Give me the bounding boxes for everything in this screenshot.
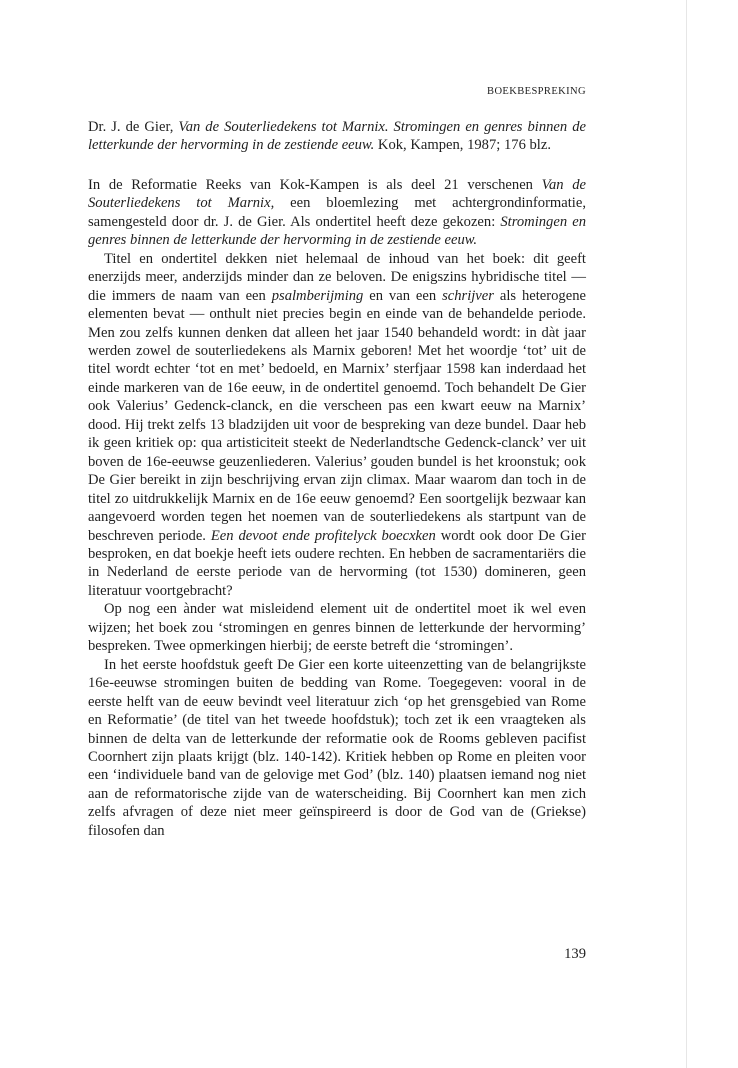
paragraph-1-text-b: een bloemlezing met achtergrondinformatie, samengesteld door dr. J. de Gier. Als ondertitel heeft deze gekozen: — [88, 195, 586, 230]
paragraph-1-text-a: In de Reformatie Reeks van Kok-Kampen is als deel 21 verschenen — [88, 176, 542, 193]
paragraph-1-title-italic: Van de Souterliedekens tot Marnix, — [88, 176, 586, 212]
running-head: BOEKBESPREKING — [487, 86, 586, 97]
paragraph-3: Op nog een ànder wat misleidend element uit de ondertitel moet ik wel even wijzen; het boek zou ‘stromingen en genres binnen de letterkunde der hervorming’ bespreken. Twee opmerkingen hierbij; de eerste betreft die ‘stromingen’. — [88, 601, 586, 655]
body-text — [88, 176, 586, 840]
paragraph-1 — [88, 176, 586, 250]
citation-author: Dr. J. de Gier, — [88, 119, 179, 135]
paragraph-1-subtitle-italic: Stromingen en genres binnen de letterkunde der hervorming in de zestiende eeuw. — [88, 213, 587, 249]
paragraph-2-text-a: Titel en ondertitel dekken niet helemaal de inhoud van het boek: dit geeft enerzijds meer, anderzijds minder dan ze beloven. De enigszins hybridische titel — die immers de naam van een — [88, 250, 586, 304]
citation-title: Van de Souterliedekens tot Marnix. Stromingen en genres binnen de letterkunde der hervorming in de zestiende eeuw. — [88, 119, 586, 154]
paragraph-4: In het eerste hoofdstuk geeft De Gier een korte uiteenzetting van de belangrijkste 16e-eeuwse stromingen buiten de bedding van Rome. Toegegeven: vooral in de eerste helft van de eeuw bevindt veel literatuur zich ‘op het grensgebied van Rome en Reformatie’ (de titel van het tweede hoofdstuk); toch zet ik een vraagteken als binnen de delta van de letterkunde der reformatie ook de Rooms gebleven pacifist Coornhert zijn plaats krijgt (blz. 140-142). Kritiek hebben op Rome en pleiten voor een ‘individuele band van de gelovige met God’ (blz. 140) plaatsen iemand nog niet aan de reformatorische zijde van de waterscheiding. Bij Coornhert kan men zich zelfs afvragen of deze niet meer geïnspireerd is door de God van de (Griekse) filosofen dan — [88, 656, 586, 839]
review-text — [88, 118, 586, 840]
paragraph-2-italic-a: psalmberijming — [271, 287, 364, 304]
page-number: 139 — [564, 946, 586, 962]
citation-publisher: Kok, Kampen, 1987; 176 blz. — [374, 137, 551, 154]
page-edge — [686, 0, 687, 1068]
paragraph-2-text-b: en van een — [363, 287, 443, 304]
paragraph-2-italic-c: Een devoot ende profitelyck boecxken — [210, 527, 436, 544]
paragraph-2-text-d: wordt ook door De Gier besproken, en dat boekje heeft iets oudere rechten. En hebben de sacramentariërs die in Nederland de eerste periode van de hervorming (tot 1530) domineren, geen literatuur voortgebracht? — [88, 527, 586, 599]
paragraph-2-italic-b: schrijver — [442, 287, 494, 304]
paragraph-2 — [88, 250, 586, 601]
book-citation — [88, 118, 586, 155]
paragraph-2-text-c: als heterogene elementen bevat — onthult niet precies begin en einde van de behandelde periode. Men zou zelfs kunnen denken dat alleen het jaar 1540 behandeld wordt: in dàt jaar werden zowel de souterliedekens als Marnix geboren! Met het woordje ‘tot’ uit de titel wordt echter ‘tot en met’ bedoeld, en Marnix’ sterfjaar 1598 kan inderdaad het einde markeren van de 16e eeuw, in de ondertitel genoemd. Toch behandelt De Gier ook Valerius’ Gedenck-clanck, en die verscheen pas een kwart eeuw na Marnix’ dood. Hij trekt zelfs 13 bladzijden uit voor de bespreking van deze bundel. Daar heb ik geen kritiek op: qua artisticiteit steekt de Nederlandtsche Gedenck-clanck’ ver uit boven de 16e-eeuwse geuzenliederen. Valerius’ gouden bundel is het kroonstuk; ook De Gier bereikt in zijn beschrijving ervan zijn climax. Maar waarom dan toch in de titel zo uitdrukkelijk Marnix en de 16e eeuw genoemd? Een soortgelijk bezwaar kan aangevoerd worden tegen het noemen van de souterliedekens als startpunt van de beschreven periode. — [88, 287, 586, 544]
